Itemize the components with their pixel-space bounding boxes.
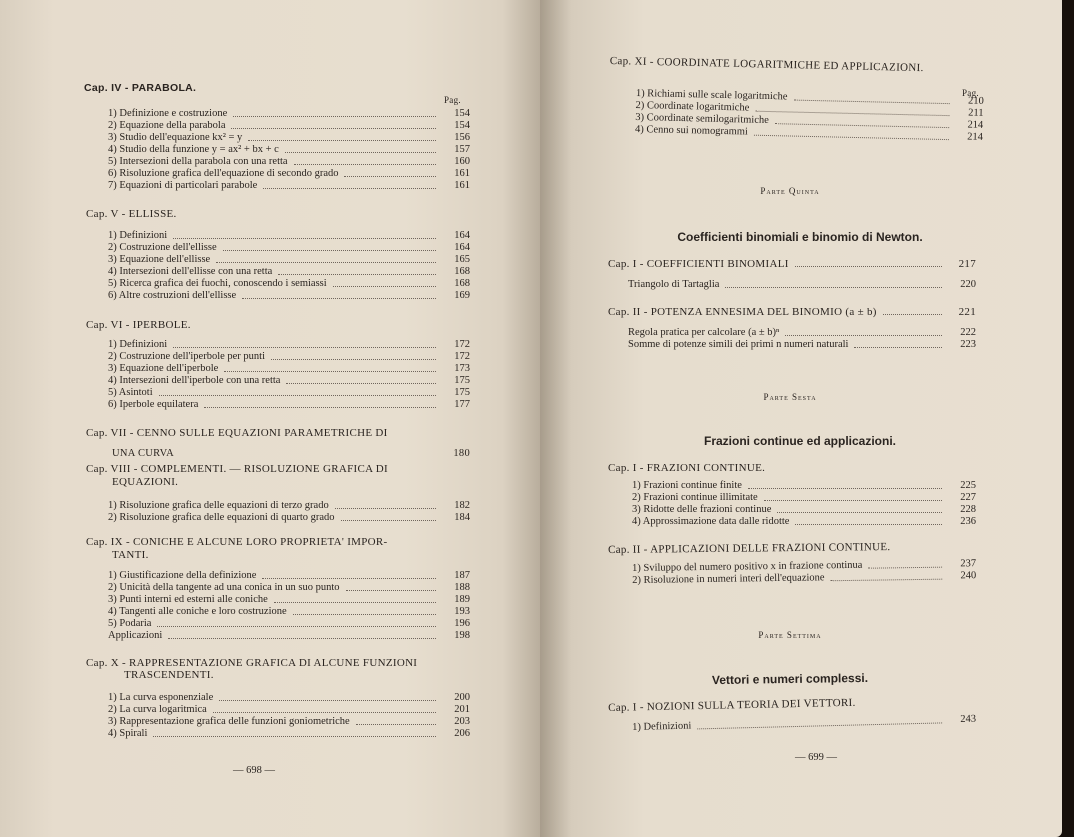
toc-entry: Cap. II - POTENZA ENNESIMA DEL BINOMIO (a ± b) 221 bbox=[608, 306, 976, 318]
toc-list bbox=[108, 692, 470, 740]
chapter-title-cont: EQUAZIONI. bbox=[112, 476, 179, 488]
toc-entry: 4) Intersezioni dell'ellisse con una retta 168 bbox=[108, 266, 470, 277]
toc-entry: 5) Asintoti 175 bbox=[108, 387, 470, 398]
toc-entry: 1) Sviluppo del numero positivo x in frazione continua 237 bbox=[632, 558, 977, 574]
toc-list bbox=[108, 108, 470, 192]
toc-list bbox=[108, 230, 470, 302]
toc-entry: Somme di potenze simili dei primi n numeri naturali 223 bbox=[628, 339, 976, 350]
chapter-title: Cap. IV - PARABOLA. bbox=[84, 82, 197, 94]
toc-entry: 4) Cenno sui nomogrammi 214 bbox=[634, 123, 984, 143]
chapter-title: Cap. I - FRAZIONI CONTINUE. bbox=[608, 462, 766, 474]
chapter-title: Cap. II - APPLICAZIONI DELLE FRAZIONI CONTINUE. bbox=[608, 541, 891, 556]
toc-entry: 5) Ricerca grafica dei fuochi, conoscendo i semiassi 168 bbox=[108, 278, 470, 289]
toc-entry: 2) Risoluzione grafica delle equazioni di quarto grado 184 bbox=[108, 512, 470, 523]
section-title: Frazioni continue ed applicazioni. bbox=[703, 434, 897, 448]
toc-entry: 5) Podaria 196 bbox=[108, 618, 470, 629]
toc-entry: 4) Studio della funzione y = ax² + bx + c 157 bbox=[108, 144, 470, 155]
toc-entry: 4) Tangenti alle coniche e loro costruzione 193 bbox=[108, 606, 470, 617]
toc-entry: 3) Equazione dell'ellisse 165 bbox=[108, 254, 470, 265]
toc-entry: 5) Intersezioni della parabola con una retta 160 bbox=[108, 156, 470, 167]
chapter-title: Cap. XI - COORDINATE LOGARITMICHE ED APPLICAZIONI. bbox=[609, 55, 924, 75]
toc-entry: 4) Approssimazione data dalle ridotte 236 bbox=[632, 516, 976, 527]
toc-list bbox=[628, 279, 976, 291]
part-heading: Parte Settima bbox=[758, 630, 822, 640]
toc-entry: 2) Coordinate logaritmiche 211 bbox=[635, 99, 984, 119]
part-heading: Parte Sesta bbox=[763, 392, 817, 402]
toc-entry: UNA CURVA 180 bbox=[112, 448, 470, 459]
chapter-title-cont: TRASCENDENTI. bbox=[124, 669, 214, 681]
section-title: Coefficienti binomiali e binomio di Newton. bbox=[677, 230, 923, 244]
toc-entry: 2) Costruzione dell'iperbole per punti 172 bbox=[108, 351, 470, 362]
toc-list bbox=[635, 88, 984, 144]
toc-entry: 4) Intersezioni dell'iperbole con una retta 175 bbox=[108, 375, 470, 386]
page-number: — 699 — bbox=[795, 752, 837, 763]
chapter-title: Cap. V - ELLISSE. bbox=[86, 208, 177, 220]
toc-entry: 3) Equazione dell'iperbole 173 bbox=[108, 363, 470, 374]
toc-entry: 7) Equazioni di particolari parabole 161 bbox=[108, 180, 470, 191]
toc-entry: 1) Definizione e costruzione 154 bbox=[108, 108, 470, 119]
toc-entry: 2) Costruzione dell'ellisse 164 bbox=[108, 242, 470, 253]
toc-entry: Cap. I - COEFFICIENTI BINOMIALI 217 bbox=[608, 258, 976, 270]
section-title: Vettori e numeri complessi. bbox=[711, 670, 869, 688]
toc-entry: 2) Unicità della tangente ad una conica in un suo punto 188 bbox=[108, 582, 470, 593]
toc-list bbox=[108, 339, 470, 411]
toc-entry: Applicazioni 198 bbox=[108, 630, 470, 641]
toc-list bbox=[632, 714, 976, 734]
toc-entry: 2) La curva logaritmica 201 bbox=[108, 704, 470, 715]
toc-list bbox=[628, 327, 976, 351]
toc-entry: 3) Rappresentazione grafica delle funzioni goniometriche 203 bbox=[108, 716, 470, 727]
toc-entry: 2) Equazione della parabola 154 bbox=[108, 120, 470, 131]
toc-entry: 4) Spirali 206 bbox=[108, 728, 470, 739]
chapter-title: Cap. VII - CENNO SULLE EQUAZIONI PARAMETRICHE DI bbox=[86, 427, 388, 439]
toc-entry: 6) Iperbole equilatera 177 bbox=[108, 399, 470, 410]
toc-entry: 1) Definizioni 172 bbox=[108, 339, 470, 350]
toc-entry: 1) Giustificazione della definizione 187 bbox=[108, 570, 470, 581]
toc-entry: 1) Frazioni continue finite 225 bbox=[632, 480, 976, 491]
toc-entry: 6) Altre costruzioni dell'ellisse 169 bbox=[108, 290, 470, 301]
chapter-title-cont: TANTI. bbox=[112, 549, 149, 561]
chapter-title: Cap. X - RAPPRESENTAZIONE GRAFICA DI ALCUNE FUNZIONI bbox=[86, 657, 418, 669]
toc-list bbox=[608, 306, 976, 318]
toc-list bbox=[108, 500, 470, 524]
part-heading: Parte Quinta bbox=[760, 186, 820, 196]
toc-list bbox=[108, 570, 470, 642]
toc-entry: 1) Definizioni 164 bbox=[108, 230, 470, 241]
page-number: — 698 — bbox=[233, 765, 275, 776]
toc-entry: 3) Ridotte delle frazioni continue 228 bbox=[632, 504, 976, 515]
toc-entry: 6) Risoluzione grafica dell'equazione di secondo grado 161 bbox=[108, 168, 470, 179]
chapter-title: Cap. VI - IPERBOLE. bbox=[86, 319, 191, 331]
toc-entry: Regola pratica per calcolare (a ± b)ⁿ 222 bbox=[628, 327, 976, 338]
toc-list bbox=[632, 558, 976, 587]
toc-entry: 1) Richiami sulle scale logaritmiche 210 bbox=[635, 88, 984, 107]
toc-entry: 3) Coordinate semilogaritmiche 214 bbox=[635, 111, 984, 131]
chapter-title: Cap. I - NOZIONI SULLA TEORIA DEI VETTORI. bbox=[608, 696, 856, 714]
chapter-title: Cap. VIII - COMPLEMENTI. — RISOLUZIONE GRAFICA DI bbox=[86, 463, 389, 475]
right-page bbox=[540, 0, 1062, 837]
toc-entry: 1) Risoluzione grafica delle equazioni di terzo grado 182 bbox=[108, 500, 470, 511]
toc-entry: 1) Definizioni 243 bbox=[632, 713, 977, 733]
toc-entry: 2) Frazioni continue illimitate 227 bbox=[632, 492, 976, 503]
toc-list bbox=[632, 480, 976, 528]
toc-entry: 2) Risoluzione in numeri interi dell'equazione 240 bbox=[632, 570, 977, 586]
toc-list bbox=[608, 258, 976, 270]
pag-label: Pag. bbox=[962, 88, 979, 98]
toc-entry: 1) La curva esponenziale 200 bbox=[108, 692, 470, 703]
toc-entry: Triangolo di Tartaglia 220 bbox=[628, 279, 976, 290]
chapter-title: Cap. IX - CONICHE E ALCUNE LORO PROPRIETA' IMPOR- bbox=[86, 536, 388, 548]
toc-entry: 3) Punti interni ed esterni alle coniche 189 bbox=[108, 594, 470, 605]
toc-entry: 3) Studio dell'equazione kx² = y 156 bbox=[108, 132, 470, 143]
pag-label: Pag. bbox=[444, 95, 461, 105]
